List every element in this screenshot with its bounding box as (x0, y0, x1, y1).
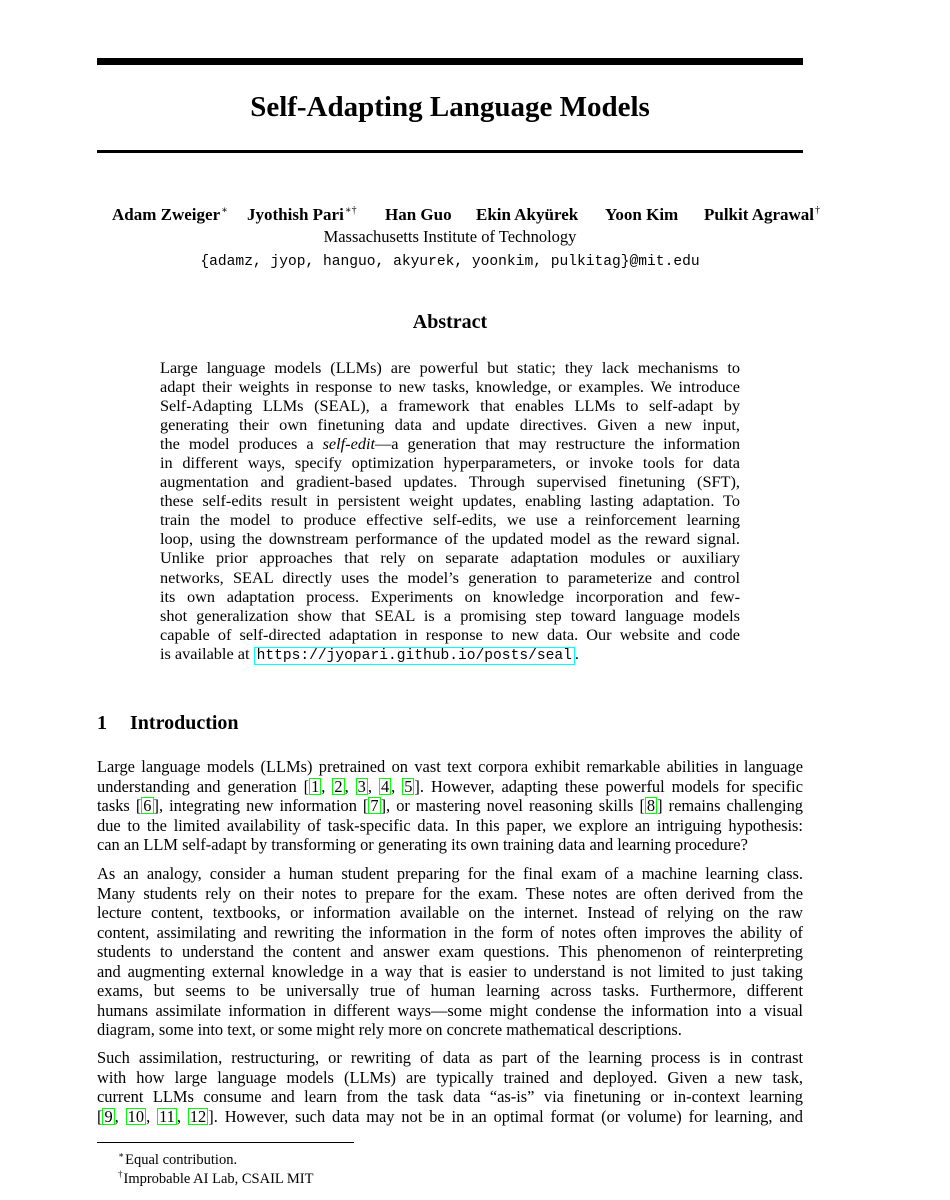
author-emails[interactable]: {adamz, jyop, hanguo, akyurek, yoonkim, pulkitag}@mit.edu (200, 254, 700, 270)
citation-link[interactable]: 5 (404, 776, 413, 796)
section-title: Introduction (130, 712, 239, 734)
para-line: As an analogy, consider a human student preparing for the final exam of a machine learning class. (97, 864, 803, 883)
para-line: with how large language models (LLMs) are typically trained and deployed. Given a new task, (97, 1067, 803, 1087)
abstract-line: networks, SEAL directly uses the model’s generation to parameterize and control (160, 567, 740, 587)
para-text: integrating new information (169, 796, 357, 815)
citation-link[interactable]: 11 (159, 1106, 175, 1126)
author: Jyothish Pari∗† (247, 205, 357, 224)
abstract-line: Unlike prior approaches that rely on separate adaptation modules or auxiliary (160, 548, 740, 568)
para-line: due to the limited availability of task-specific data. In this paper, we explore an intriguing hypothesis: (97, 815, 803, 835)
author: Pulkit Agrawal† (704, 205, 821, 224)
intro-paragraph-2 (97, 864, 803, 1040)
abstract-line: Self-Adapting LLMs (SEAL), a framework that enables LLMs to self-adapt by (160, 396, 740, 416)
abstract-line: generating their own finetuning data and update directives. Given a new input, (160, 415, 740, 435)
author: Adam Zweiger∗ (112, 205, 228, 224)
para-line: Many students rely on their notes to prepare for the exam. These notes are often derived from the (97, 883, 803, 903)
abstract-line: adapt their weights in response to new tasks, knowledge, or examples. We introduce (160, 377, 740, 397)
intro-paragraph-1 (97, 757, 803, 855)
footnote-mark: † (118, 1169, 123, 1179)
para-line: students to understand the content and answer exam questions. This phenomenon of reinterpreting (97, 942, 803, 961)
title-bottom-rule (97, 150, 803, 153)
para-line: content, assimilating and rewriting the information in the form of notes often improves the ability of (97, 922, 803, 942)
para-text: or mastering novel reasoning skills (396, 796, 634, 815)
para-text: tasks (97, 796, 130, 815)
para-line: can an LLM self-adapt by transforming or generating its own training data and learning procedure? (97, 835, 748, 854)
abstract-period: . (574, 643, 579, 663)
abstract-line: capable of self-directed adaptation in response to new data. Our website and code (160, 624, 740, 644)
citation-link[interactable]: 10 (127, 1106, 145, 1126)
footnote-text: Equal contribution. (125, 1152, 238, 1168)
para-line: Such assimilation, restructuring, or rewriting of data as part of the learning process is in contrast (97, 1048, 803, 1067)
para-line: and augmenting external knowledge in a way that is easier to understand is not limited to just taking (97, 961, 803, 981)
abstract-line: train the model to produce effective self-edits, we use a reinforcement learning (160, 510, 740, 530)
para-text: remains challenging (668, 796, 803, 815)
footnote-text: Improbable AI Lab, CSAIL MIT (123, 1171, 314, 1187)
author: Yoon Kim (605, 205, 679, 224)
para-line: lecture content, textbooks, or information available on the internet. Instead of relying on the raw (97, 903, 803, 922)
abstract-line: augmentation and gradient-based updates. Through supervised finetuning (SFT), (160, 472, 740, 492)
abstract-heading: Abstract (412, 311, 488, 333)
intro-paragraph-3 (97, 1048, 803, 1126)
footnote-mark: ∗ (118, 1150, 125, 1160)
para-line: [ 9 , 10 , 11 , 12 ]. However, such data may not be in an optimal format (or volume) for learning, and (97, 1106, 804, 1126)
project-url-link[interactable]: https://jyopari.github.io/posts/seal (254, 647, 575, 665)
citation-link[interactable]: 9 (104, 1106, 113, 1126)
abstract-line: the model produces a self-edit—a generation that may restructure the information (160, 434, 740, 454)
para-line: exams, but seems to be universally true of human learning across tasks. Furthermore, different (97, 981, 803, 1000)
abstract-line: shot generalization show that SEAL is a promising step toward language models (160, 605, 740, 625)
para-line: diagram, some into text, or some might rely more on concrete mathematical descriptions. (97, 1020, 682, 1039)
footnote-2 (118, 1165, 313, 1188)
author: Ekin Akyürek (476, 205, 579, 224)
title-top-rule (97, 58, 803, 65)
footnote-rule (97, 1142, 354, 1143)
para-text: However, adapting these powerful models for specific (430, 776, 804, 796)
abstract-line: its own adaptation process. Experiments on knowledge incorporation and few- (160, 586, 740, 606)
abstract-line (160, 644, 740, 663)
para-line: understanding and generation [ 1 , 2 , 3 , 4 , 5 ]. However, adapting these powerful models for specific (97, 776, 804, 796)
abstract-line: in different ways, specify optimization hyperparameters, or invoke tools for data (160, 453, 740, 473)
citation-link[interactable]: 2 (334, 776, 343, 796)
para-line: Large language models (LLMs) pretrained on vast text corpora exhibit remarkable abilities in language (97, 757, 803, 776)
self-edit-term: self-edit (322, 434, 376, 454)
para-text: However, such data may not be in an optimal format (or volume) for learning, and (224, 1106, 804, 1126)
citation-link[interactable]: 7 (370, 796, 379, 815)
para-line: tasks [ 6 ], integrating new information [ 7 ], or mastering novel reasoning skills [ 8 ] remains challenging (97, 796, 803, 815)
section-heading (97, 710, 803, 736)
abstract-line-text: is available at (160, 643, 250, 663)
citation-link[interactable]: 8 (646, 796, 656, 815)
abstract-line: loop, using the downstream performance of the updated model as the reward signal. (160, 529, 740, 549)
para-line: humans assimilate information in different ways—some might condense the information into a visual (97, 1000, 803, 1020)
abstract-line: Large language models (LLMs) are powerful but static; they lack mechanisms to (160, 358, 740, 377)
citation-link[interactable]: 4 (380, 776, 390, 796)
citation-link[interactable]: 12 (189, 1106, 207, 1126)
para-text: understanding and generation (97, 776, 297, 796)
citation-link[interactable]: 6 (143, 796, 152, 815)
para-line: current LLMs consume and learn from the task data “as-is” via finetuning or in-context learning (97, 1087, 803, 1106)
citation-link[interactable]: 3 (357, 776, 366, 796)
abstract-body (160, 358, 740, 663)
citation-link[interactable]: 1 (311, 776, 320, 796)
abstract-line: these self-edits result in persistent weight updates, enabling lasting adaptation. To (160, 491, 740, 511)
paper-title: Self-Adapting Language Models (250, 91, 650, 123)
author: Han Guo (385, 205, 452, 224)
section-number: 1 (97, 712, 107, 734)
affiliation: Massachusetts Institute of Technology (323, 227, 577, 246)
